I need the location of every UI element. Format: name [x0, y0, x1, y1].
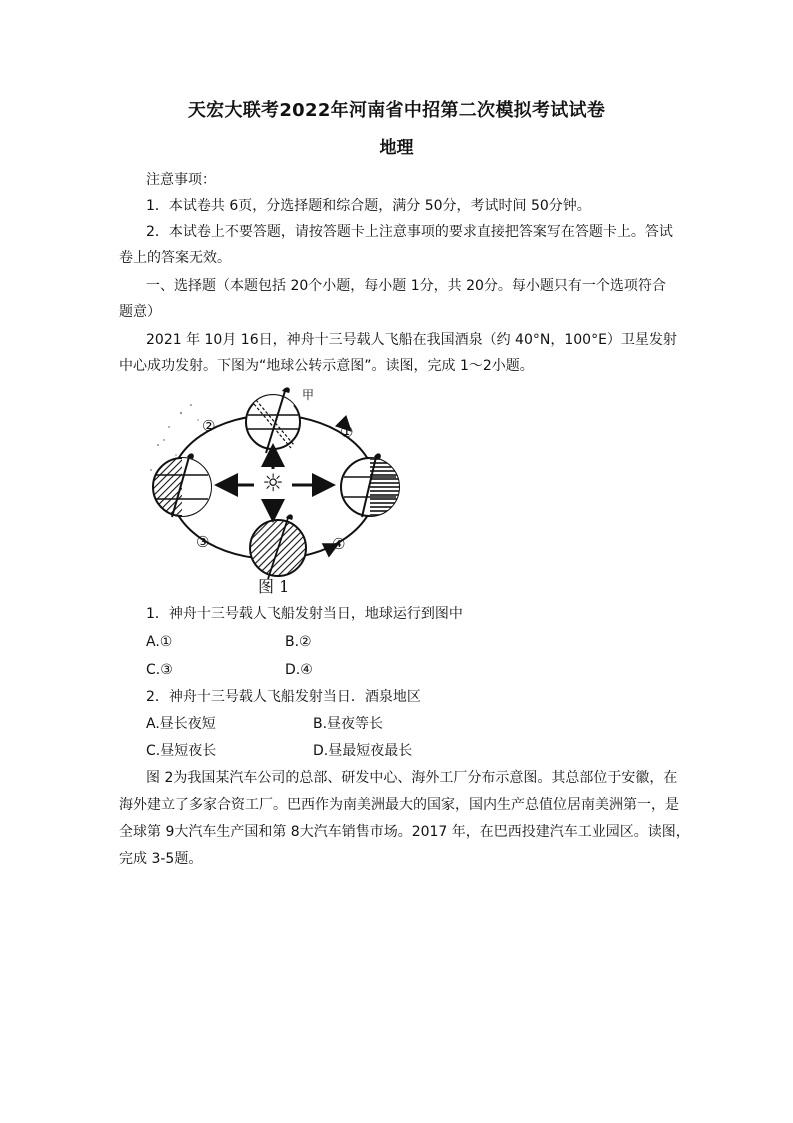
section-1-heading-line-1: 一、选择题（本题包括 20个小题，每小题 1分，共 20分。每小题只有一个选项符合 [146, 278, 666, 294]
question-2-option-c[interactable]: C.昼短夜长 [146, 743, 217, 759]
marker-4: ④ [332, 535, 346, 553]
notice-heading: 注意事项： [146, 172, 216, 188]
earth-left [153, 453, 211, 517]
question-1-option-c[interactable]: C.③ [146, 662, 173, 678]
notice-item-2-line-1: 2．本试卷上不要答题，请按答题卡上注意事项的要求直接把答案写在答题卡上。答试 [146, 224, 673, 240]
question-1-option-d[interactable]: D.④ [285, 662, 313, 678]
label-jia: 甲 [302, 388, 315, 402]
context-2-line-2: 海外建立了多家合资工厂。巴西作为南美洲最大的国家，国内生产总值位居南美洲第一，是 [119, 797, 679, 813]
earth-bottom [250, 514, 306, 579]
notice-item-2-line-2: 卷上的答案无效。 [119, 250, 231, 266]
notice-item-1: 1．本试卷共 6页，分选择题和综合题，满分 50分，考试时间 50分钟。 [146, 198, 591, 214]
sun-icon: ☼ [262, 469, 284, 497]
question-2-stem: 2．神舟十三号载人飞船发射当日．酒泉地区 [146, 689, 421, 705]
context-1-line-1: 2021 年 10月 16日，神舟十三号载人飞船在我国酒泉（约 40°N，100°E）卫星发射 [146, 332, 677, 348]
context-2-line-3: 全球第 9大汽车生产国和第 8大汽车销售市场。2017 年，在巴西投建汽车工业园区。读图， [119, 824, 690, 840]
question-1-option-a[interactable]: A.① [146, 634, 173, 650]
exam-title: 天宏大联考2022年河南省中招第二次模拟考试试卷 [187, 100, 606, 121]
exam-subject: 地理 [379, 138, 414, 158]
marker-2: ② [202, 417, 216, 435]
earth-right [341, 453, 399, 517]
figure-caption: 图 1 [258, 577, 290, 596]
marker-3: ③ [196, 533, 210, 551]
question-2-option-d[interactable]: D.昼最短夜最长 [313, 743, 413, 759]
context-2-line-1: 图 2为我国某汽车公司的总部、研发中心、海外工厂分布示意图。其总部位于安徽，在 [146, 770, 678, 786]
question-1-option-b[interactable]: B.② [285, 634, 312, 650]
question-1-stem: 1．神舟十三号载人飞船发射当日，地球运行到图中 [146, 606, 463, 622]
earth-top [246, 387, 300, 453]
marker-1: ① [340, 423, 354, 441]
question-2-option-b[interactable]: B.昼夜等长 [313, 716, 384, 732]
question-2-option-a[interactable]: A.昼长夜短 [146, 716, 216, 732]
context-2-line-4: 完成 3-5题。 [119, 851, 203, 867]
section-1-heading-line-2: 题意） [119, 304, 161, 320]
earth-revolution-figure [136, 385, 426, 600]
context-1-line-2: 中心成功发射。下图为“地球公转示意图”。读图，完成 1～2小题。 [119, 358, 534, 374]
